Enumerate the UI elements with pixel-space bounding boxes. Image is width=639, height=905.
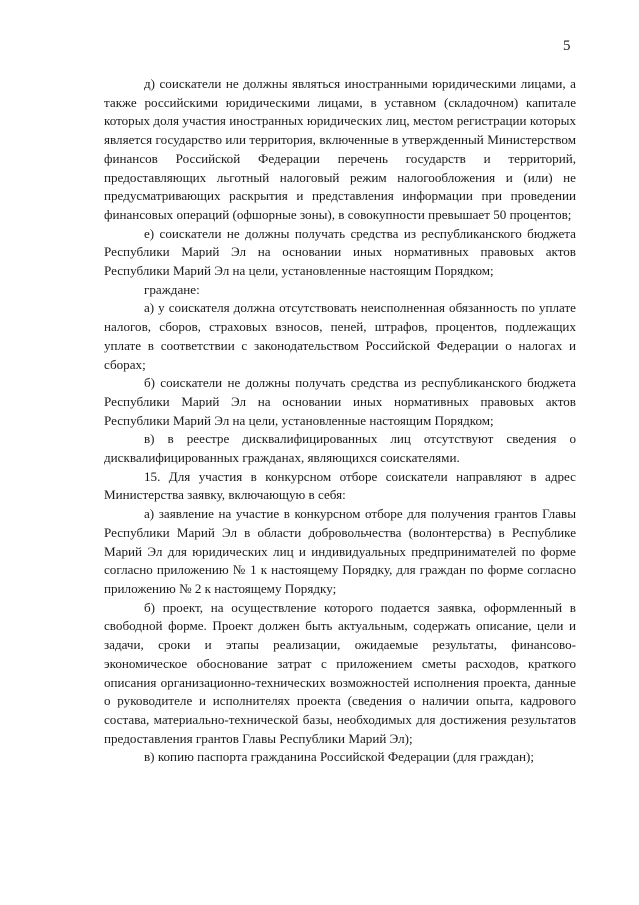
paragraph-a-tax-obligations: а) у соискателя должна отсутствовать неисполненная обязанность по уплате налогов, сборов, страховых взносов, пеней, штрафов, процентов, подлежащих уплате в соответствии с законодательством Российской Федерации о налогах и сборах; <box>104 300 576 372</box>
page-number: 5 <box>563 38 571 54</box>
paragraph-v-disqualified-registry: в) в реестре дисквалифицированных лиц отсутствуют сведения о дисквалифицированных гражданах, являющихся соискателями. <box>104 431 576 466</box>
paragraph-e-budget-funds: е) соискатели не должны получать средства из республиканского бюджета Республики Марий Эл на основании иных нормативных правовых актов Республики Марий Эл на цели, установленные настоящим Порядком; <box>104 225 576 279</box>
paragraph-d-foreign-entities: д) соискатели не должны являться иностранными юридическими лицами, а также российскими юридическими лицами, в уставном (складочном) капитале которых доля участия иностранных юридических лиц, местом регистрации которых является государство или территория, включенные в утвержденный Министерством финансов Российской Федерации перечень государств и территорий, предоставляющих льготный налоговый режим налогообложения и (или) не предусматривающих раскрытия и представления информации при проведении финансовых операций (офшорные зоны), в совокупности превышает 50 процентов; <box>104 76 576 222</box>
paragraph-citizens-heading: граждане: <box>144 281 200 297</box>
paragraph-a-application-form: а) заявление на участие в конкурсном отборе для получения грантов Главы Республики Марий Эл в области добровольчества (волонтерства) в Республике Марий Эл для юридических лиц и индивидуальных предпринимателей по форме согласно приложению № 1 к настоящему Порядку, для граждан по форме согласно приложению № 2 к настоящему Порядку; <box>104 506 576 596</box>
paragraph-b-project: б) проект, на осуществление которого подается заявка, оформленный в свободной форме. Проект должен быть актуальным, содержать описание, цели и задачи, сроки и этапы реализации, ожидаемые результаты, финансово-экономическое обоснование затрат с приложением сметы расходов, краткого описания организационно-технических возможностей исполнения проекта, данные о руководителе и исполнителях проекта (сведения о наличии опыта, кадрового состава, материально-технической базы, необходимых для достижения результатов предоставления грантов Главы Республики Марий Эл); <box>104 599 576 746</box>
document-body <box>104 75 576 767</box>
paragraph-v-passport-copy: в) копию паспорта гражданина Российской Федерации (для граждан); <box>144 749 535 765</box>
paragraph-b-budget-funds: б) соискатели не должны получать средства из республиканского бюджета Республики Марий Эл на основании иных нормативных правовых актов Республики Марий Эл на цели, установленные настоящим Порядком; <box>104 375 576 428</box>
paragraph-15-application: 15. Для участия в конкурсном отборе соискатели направляют в адрес Министерства заявку, включающую в себя: <box>104 468 576 503</box>
